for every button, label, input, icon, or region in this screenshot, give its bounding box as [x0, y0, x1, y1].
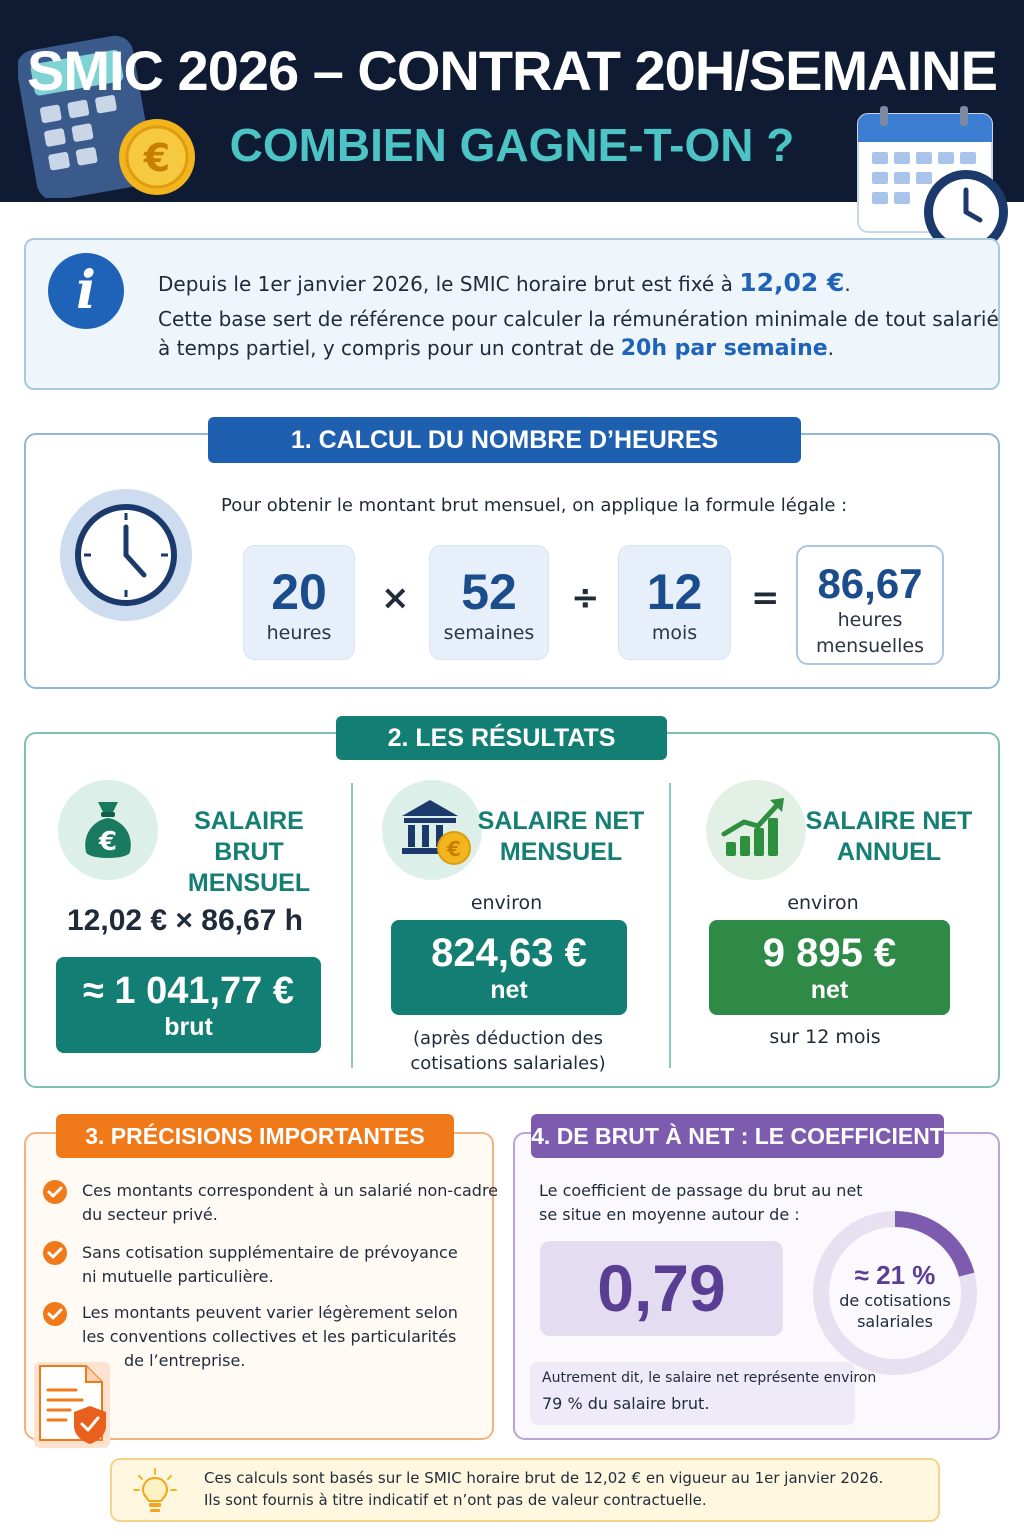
footer-line-2: Ils sont fournis à titre indicatif et n’ont pas de valeur contractuelle. [204, 1491, 707, 1509]
net-annuel-label: net [810, 976, 849, 1004]
page-subtitle: COMBIEN GAGNE-T-ON ? [229, 119, 795, 171]
term-value: 12 [646, 564, 703, 620]
net-mensuel-value-box [391, 920, 627, 1015]
result-value: 86,67 [817, 560, 923, 607]
growth-chart-icon [706, 780, 806, 880]
note-item-2: Sans cotisation supplémentaire de prévoyance ni mutuelle particulière. [82, 1243, 458, 1286]
multiply-operator: × [381, 578, 410, 618]
term-unit: heures [266, 622, 332, 644]
svg-text:€: € [98, 827, 118, 857]
section-1-tag: 1. CALCUL DU NOMBRE D’HEURES MENSUELLES [208, 417, 801, 463]
footer-disclaimer [110, 1458, 940, 1522]
info-line-2: Cette base sert de référence pour calculer la rémunération minimale de tout salarié [158, 307, 999, 331]
check-icon [43, 1180, 67, 1204]
result-unit-2: mensuelles [815, 635, 925, 657]
section-3-tag: 3. PRÉCISIONS IMPORTANTES [56, 1114, 454, 1158]
coefficient-intro: Le coefficient de passage du brut au net se situe en moyenne autour de : [539, 1181, 863, 1224]
coefficient-value: 0,79 [540, 1241, 783, 1336]
clock-icon-large [60, 489, 192, 621]
brut-formula: 12,02 € × 86,67 h [66, 904, 303, 937]
net-mensuel-title: SALAIRE NET MENSUEL [477, 807, 645, 866]
net-mensuel-note: (après déduction des cotisations salariales) [410, 1028, 606, 1074]
term-unit: mois [651, 622, 698, 644]
page-title: SMIC 2026 – CONTRAT 20H/SEMAINE [27, 39, 997, 102]
net-mensuel-prefix: environ [470, 892, 543, 914]
note-item-1: Ces montants correspondent à un salarié non-cadre du secteur privé. [82, 1181, 499, 1224]
donut-label: ≈ 21 % de cotisations salariales [830, 1260, 960, 1332]
section-4-tag: 4. DE BRUT À NET : LE COEFFICIENT [531, 1114, 944, 1158]
equals-operator: = [751, 578, 780, 618]
info-line-1: Depuis le 1er janvier 2026, le SMIC horaire brut est fixé à 12,02 €. [158, 268, 851, 297]
info-line-3: à temps partiel, y compris pour un contrat de 20h par semaine. [158, 336, 835, 361]
net-mensuel-label: net [490, 976, 528, 1004]
coefficient-note: Autrement dit, le salaire net représente environ 79 % du salaire brut. [530, 1362, 855, 1425]
formula-result [796, 545, 944, 665]
footer-line-1: Ces calculs sont basés sur le SMIC horaire brut de 12,02 € en vigueur au 1er janvier 2026. [204, 1469, 884, 1487]
net-annuel-title: SALAIRE NET ANNUEL [805, 807, 973, 866]
net-annuel-value-box [709, 920, 950, 1015]
formula-term-weeks [429, 545, 549, 660]
brut-value: ≈ 1 041,77 € [82, 970, 295, 1012]
net-annuel-value: 9 895 € [762, 931, 897, 975]
term-value: 52 [461, 564, 517, 620]
document-shield-icon [32, 1360, 112, 1450]
term-value: 20 [271, 564, 327, 620]
brut-title: SALAIRE BRUT MENSUEL [187, 807, 311, 897]
bank-icon [382, 780, 482, 880]
formula-term-hours [243, 545, 355, 660]
formula-intro: Pour obtenir le montant brut mensuel, on applique la formule légale : [221, 495, 848, 516]
check-icon [43, 1302, 67, 1326]
brut-label: brut [164, 1013, 213, 1041]
info-icon: i [48, 253, 124, 329]
result-unit-1: heures [837, 609, 903, 631]
svg-text:€: € [447, 837, 461, 861]
check-icon [43, 1241, 67, 1265]
svg-text:€: € [143, 136, 171, 180]
donut-percent: ≈ 21 % [854, 1260, 936, 1290]
divide-operator: ÷ [571, 578, 600, 618]
note-item-3: Les montants peuvent varier légèrement selon les conventions collectives et les particularités de l’entreprise. [82, 1303, 458, 1370]
term-unit: semaines [443, 622, 535, 644]
net-annuel-prefix: environ [787, 892, 859, 914]
divider [669, 783, 671, 1068]
brut-value-box [56, 957, 321, 1053]
lightbulb-icon [130, 1466, 180, 1516]
formula-term-months [618, 545, 731, 660]
net-annuel-note: sur 12 mois [769, 1026, 881, 1048]
money-bag-icon [58, 780, 158, 880]
net-mensuel-value: 824,63 € [431, 931, 587, 975]
divider [351, 783, 353, 1068]
section-2-tag: 2. LES RÉSULTATS [336, 716, 667, 760]
